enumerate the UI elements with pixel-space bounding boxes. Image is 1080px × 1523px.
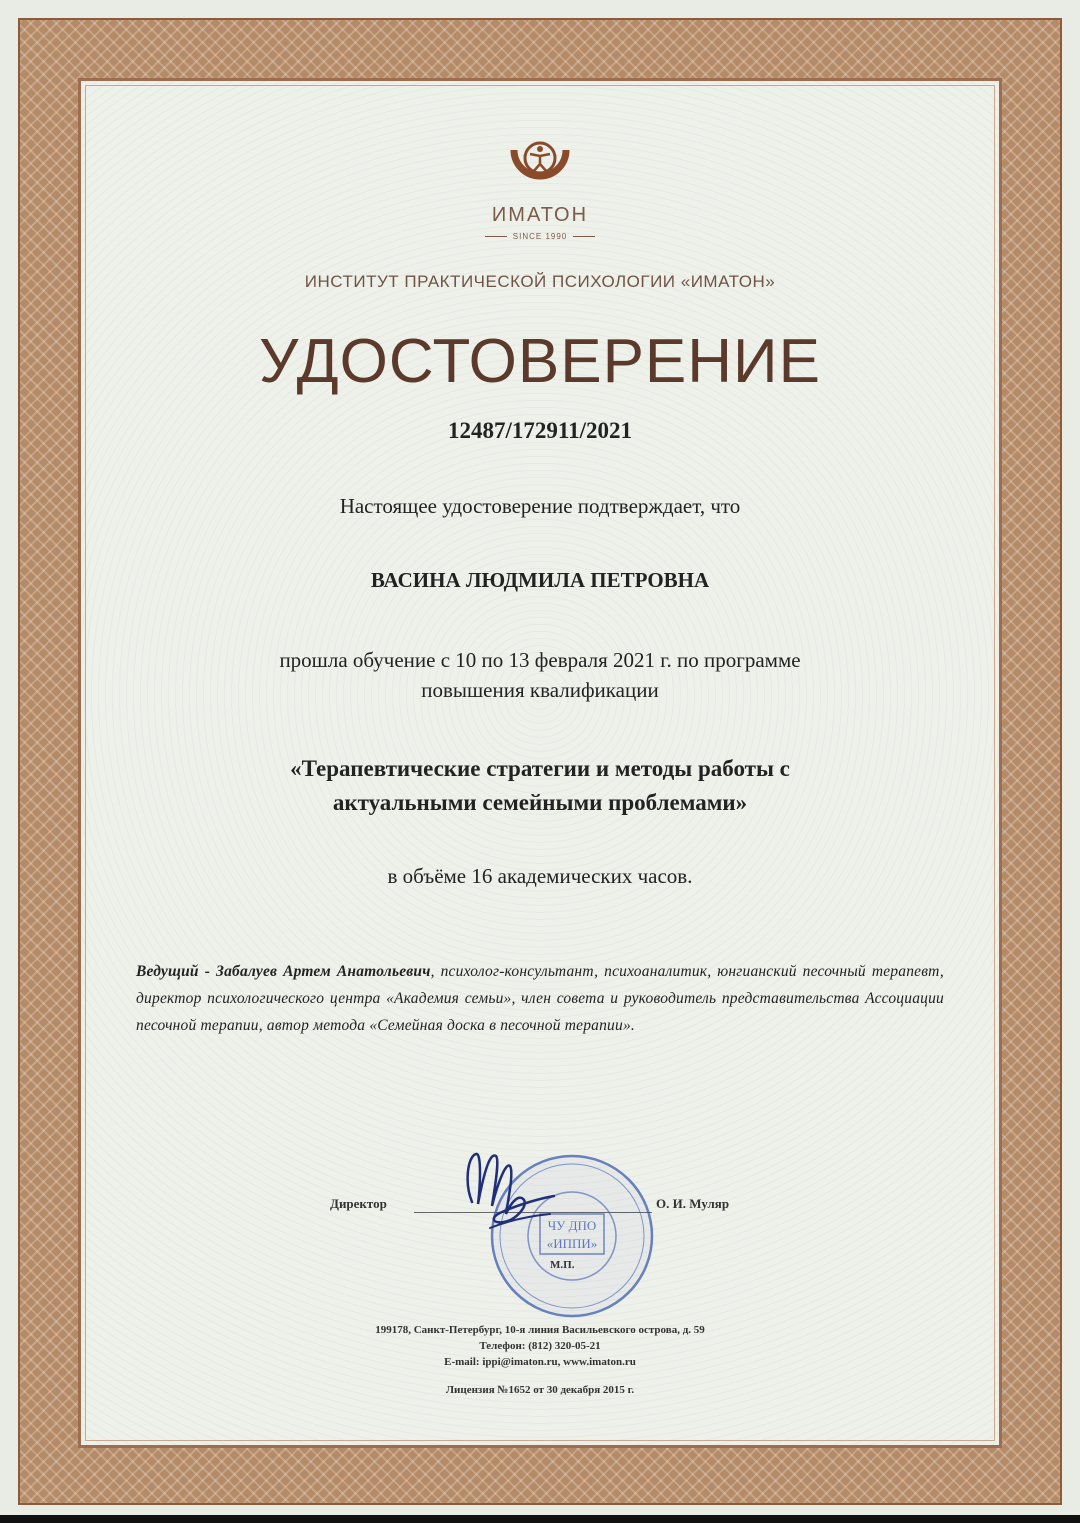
lecturer-description bbox=[136, 958, 944, 1039]
director-label: Директор bbox=[330, 1196, 387, 1211]
confirm-text: Настоящее удостоверение подтверждает, что bbox=[339, 494, 741, 518]
program-title bbox=[0, 752, 1080, 820]
brand-since: SINCE 1990 bbox=[0, 232, 1080, 241]
director-signature bbox=[450, 1142, 560, 1238]
training-line-2: повышения квалификации bbox=[421, 678, 659, 702]
volume-text: в объёме 16 академических часов. bbox=[387, 864, 693, 888]
address-line-3: E-mail: ippi@imaton.ru, www.imaton.ru bbox=[444, 1356, 636, 1368]
institute-address bbox=[0, 1322, 1080, 1370]
imaton-logo-icon bbox=[508, 140, 572, 196]
lecturer-text: , психолог-консультант, психоаналитик, юнгианский песочный терапевт, директор психологического центра «Академия семьи», член совета и руководитель представительства Ассоциации песочной терапии, автор метода «Семейная доска в песочной терапии». bbox=[136, 963, 945, 1034]
stamp-line-2: «ИППИ» bbox=[546, 1236, 598, 1251]
institute-name: ИНСТИТУТ ПРАКТИЧЕСКОЙ ПСИХОЛОГИИ «ИМАТОН» bbox=[304, 272, 776, 291]
person-name: ВАСИНА ЛЮДМИЛА ПЕТРОВНА bbox=[370, 568, 710, 592]
stamp-line-1: ЧУ ДПО bbox=[547, 1218, 597, 1233]
license-text: Лицензия №1652 от 30 декабря 2015 г. bbox=[445, 1384, 635, 1396]
certificate-number: 12487/172911/2021 bbox=[447, 418, 632, 443]
certificate-title: УДОСТОВЕРЕНИЕ bbox=[259, 327, 821, 396]
program-line-2: актуальными семейными проблемами» bbox=[332, 790, 748, 815]
training-line-1: прошла обучение с 10 по 13 февраля 2021 г. по программе bbox=[279, 648, 801, 672]
training-text bbox=[0, 645, 1080, 705]
address-line-2: Телефон: (812) 320-05-21 bbox=[479, 1340, 601, 1352]
bottom-edge bbox=[0, 1515, 1080, 1523]
stamp-mp: М.П. bbox=[550, 1259, 575, 1271]
address-line-1: 199178, Санкт-Петербург, 10-я линия Васильевского острова, д. 59 bbox=[375, 1324, 705, 1336]
director-name: О. И. Муляр bbox=[656, 1196, 730, 1211]
program-line-1: «Терапевтические стратегии и методы работы с bbox=[290, 756, 790, 781]
brand-name: ИМАТОН bbox=[491, 204, 589, 226]
lecturer-label: Ведущий - Забалуев Артем Анатольевич bbox=[136, 963, 431, 980]
